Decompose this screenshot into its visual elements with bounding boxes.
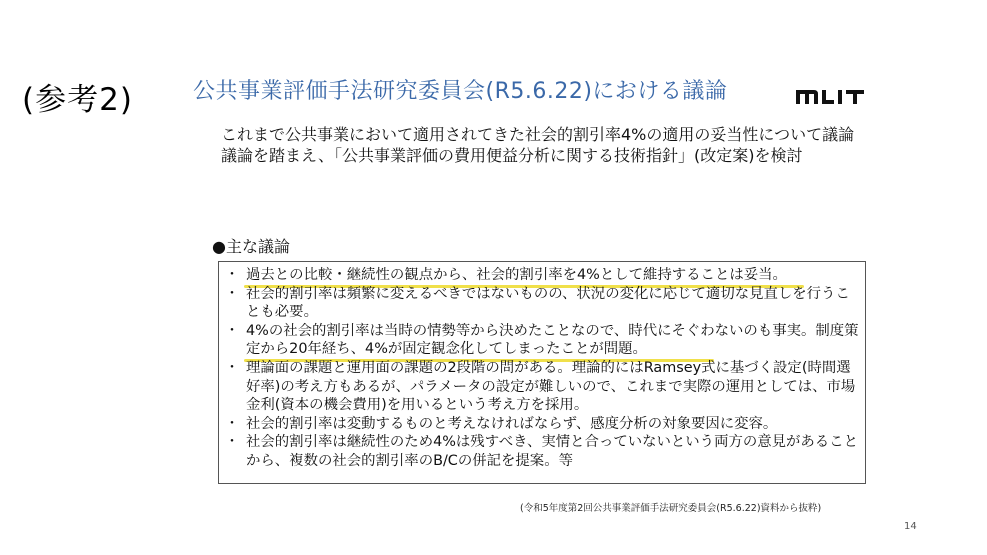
discussion-list [222, 266, 862, 471]
list-item [222, 433, 862, 470]
bullet-marker: ・ [225, 434, 239, 451]
list-item [222, 415, 862, 434]
mlit-logo [796, 88, 868, 106]
bullet-marker: ・ [225, 267, 239, 283]
list-item [222, 359, 862, 415]
bullet-marker: ・ [225, 415, 239, 432]
bullet-marker: ・ [225, 359, 239, 376]
intro-line-2: 議論を踏まえ、「公共事業評価の費用便益分析に関する技術指針」(改定案)を検討 [221, 146, 803, 165]
source-caption: (令和5年度第2回公共事業評価手法研究委員会(R5.6.22)資料から抜粋) [520, 503, 822, 514]
bullet-text: 社会的割引率は頻繁に変えるべきではないものの、状況の変化に応じて適切な見直しを行うことも必要。 [246, 285, 850, 321]
reference-label: (参考2) [22, 82, 133, 118]
list-item [222, 285, 862, 322]
list-item [222, 322, 862, 359]
bullet-text: 4%の社会的割引率は当時の情勢等から決めたことなので、時代にそぐわないのも事実。制度策定から20年経ち、4%が固定観念化してしまったことが問題。 [246, 322, 859, 358]
slide-title: 公共事業評価手法研究委員会(R5.6.22)における議論 [193, 79, 728, 104]
page-number: 14 [904, 521, 917, 532]
bullet-marker: ・ [225, 322, 239, 339]
intro-line-1: これまで公共事業において適用されてきた社会的割引率4%の適用の妥当性について議論 [221, 125, 855, 144]
bullet-text: 過去との比較・継続性の観点から、社会的割引率を4%として維持することは妥当。 [246, 267, 787, 283]
bullet-text: 理論面の課題と運用面の課題の2段階の問がある。理論的にはRamsey式に基づく設定(時間選好率)の考え方もあるが、パラメータの設定が難しいので、これまで実際の運用としては、市場金利(資本の機会費用)を用いるという考え方を採用。 [246, 359, 856, 414]
bullet-marker: ・ [225, 285, 239, 302]
bullet-text: 社会的割引率は継続性のため4%は残すべき、実情と合っていないという両方の意見があることから、複数の社会的割引率のB/Cの併記を提案。等 [246, 434, 858, 469]
bullet-text: 社会的割引率は変動するものと考えなければならず、感度分析の対象要因に変容。 [246, 415, 778, 432]
list-item [222, 266, 862, 285]
intro-text [221, 124, 861, 166]
section-heading: ●主な議論 [212, 237, 290, 256]
